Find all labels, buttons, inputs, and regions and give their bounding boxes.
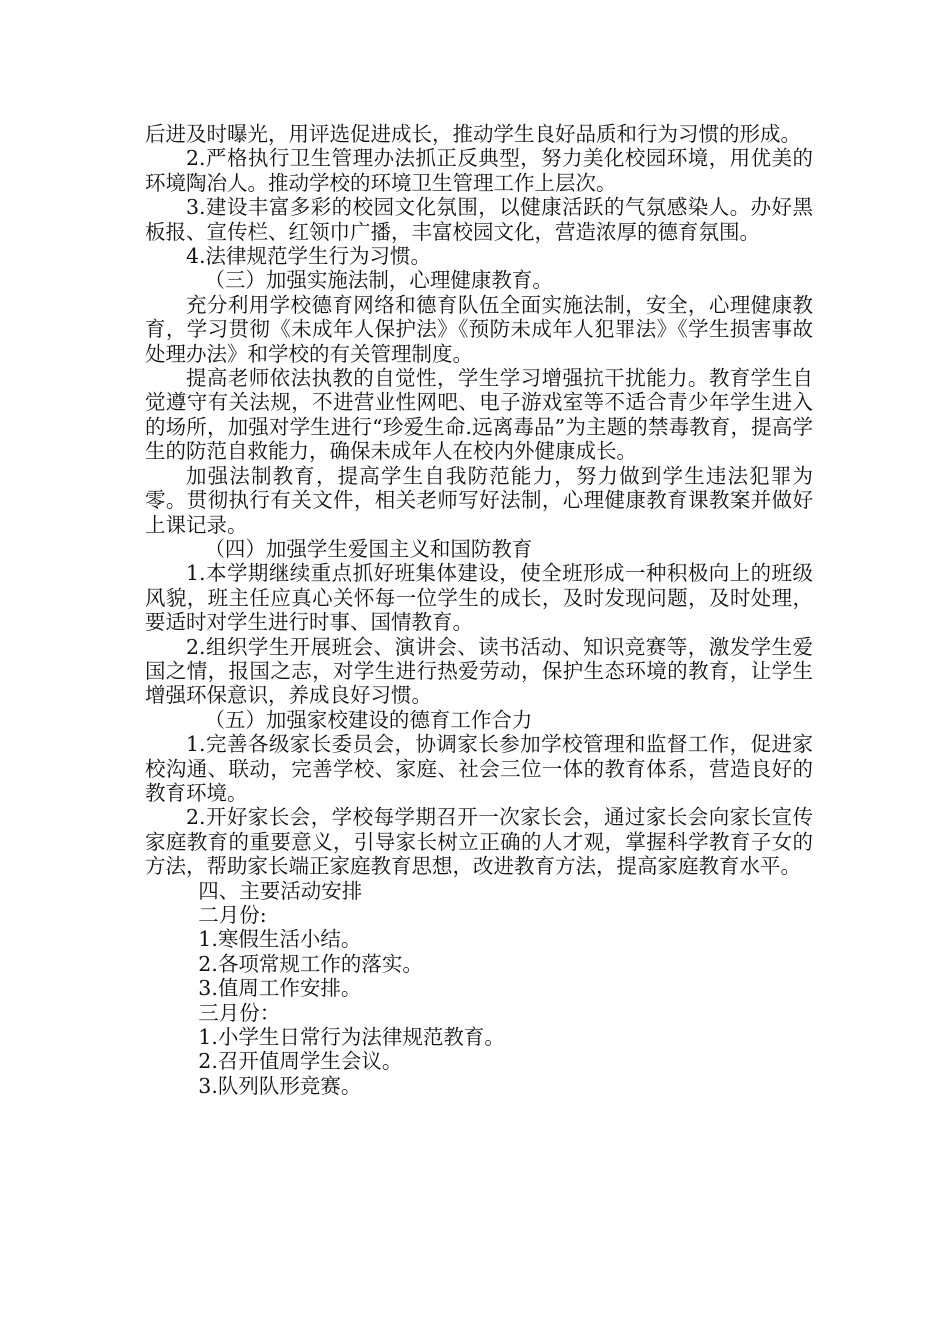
paragraph-hygiene-management: 2.严格执行卫生管理办法抓正反典型，努力美化校园环境，用优美的环境陶冶人。推动学校的环境卫生管理工作上层次。 (145, 146, 813, 195)
document-body (145, 122, 813, 1098)
paragraph-continuation: 后进及时曝光，用评选促进成长，推动学生良好品质和行为习惯的形成。 (145, 122, 801, 146)
paragraph-campus-culture: 3.建设丰富多彩的校园文化氛围，以健康活跃的气氛感染人。办好黑板报、宣传栏、红领巾广播，丰富校园文化，营造浓厚的德育氛围。 (145, 195, 813, 244)
month-heading-february: 二月份: (198, 903, 267, 927)
list-item: 2.各项常规工作的落实。 (198, 951, 423, 976)
list-item: 3.队列队形竞赛。 (198, 1073, 362, 1098)
paragraph-patriotic-activities: 2.组织学生开展班会、演讲会、读书活动、知识竞赛等，激发学生爱国之情，报国之志，对学生进行热爱劳动，保护生态环境的教育，让学生增强环保意识，养成良好习惯。 (145, 634, 813, 708)
list-item: 2.召开值周学生会议。 (198, 1049, 403, 1074)
paragraph-parent-committee: 1.完善各级家长委员会，协调家长参加学校管理和监督工作，促进家校沟通、联动，完善学校、家庭、社会三位一体的教育体系，营造良好的教育环境。 (145, 732, 813, 805)
section-heading-three: （三）加强实施法制，心理健康教育。 (204, 268, 553, 293)
paragraph-legal-education-network: 充分利用学校德育网络和德育队伍全面实施法制，安全，心理健康教育，学习贯彻《未成年人保护法》《预防未成年人犯罪法》《学生损害事故处理办法》和学校的有关管理制度。 (145, 292, 813, 366)
paragraph-class-construction: 1.本学期继续重点抓好班集体建设，使全班形成一种积极向上的班级风貌，班主任应真心关怀每一位学生的成长，及时发现问题，及时处理，要适时对学生进行时事、国情教育。 (145, 561, 813, 635)
paragraph-parent-meeting: 2.开好家长会，学校每学期召开一次家长会，通过家长会向家长宣传家庭教育的重要意义，引导家长树立正确的人才观，掌握科学教育子女的方法，帮助家长端正家庭教育思想，改进教育方法，提高家庭教育水平。 (145, 805, 813, 879)
section-heading-five: （五）加强家校建设的德育工作合力 (204, 707, 533, 732)
major-heading-activity-plan: 四、主要活动安排 (198, 878, 363, 903)
section-heading-four: （四）加强学生爱国主义和国防教育 (204, 536, 533, 561)
list-item: 1.小学生日常行为法律规范教育。 (198, 1025, 505, 1050)
list-item: 3.值周工作安排。 (198, 976, 362, 1001)
list-item: 1.寒假生活小结。 (198, 927, 362, 952)
paragraph-self-protection: 加强法制教育，提高学生自我防范能力，努力做到学生违法犯罪为零。贯彻执行有关文件，相关老师写好法制，心理健康教育课教案并做好上课记录。 (145, 463, 813, 537)
month-heading-march: 三月份： (198, 1000, 281, 1025)
paragraph-law-behavior: 4.法律规范学生行为习惯。 (186, 244, 432, 269)
paragraph-teacher-law-awareness: 提高老师依法执教的自觉性，学生学习增强抗干扰能力。教育学生自觉遵守有关法规，不进营业性网吧、电子游戏室等不适合青少年学生进入的场所，加强对学生进行“珍爱生命.远离毒品”为主题的禁毒教育，提高学生的防范自救能力，确保未成年人在校内外健康成长。 (145, 366, 813, 464)
